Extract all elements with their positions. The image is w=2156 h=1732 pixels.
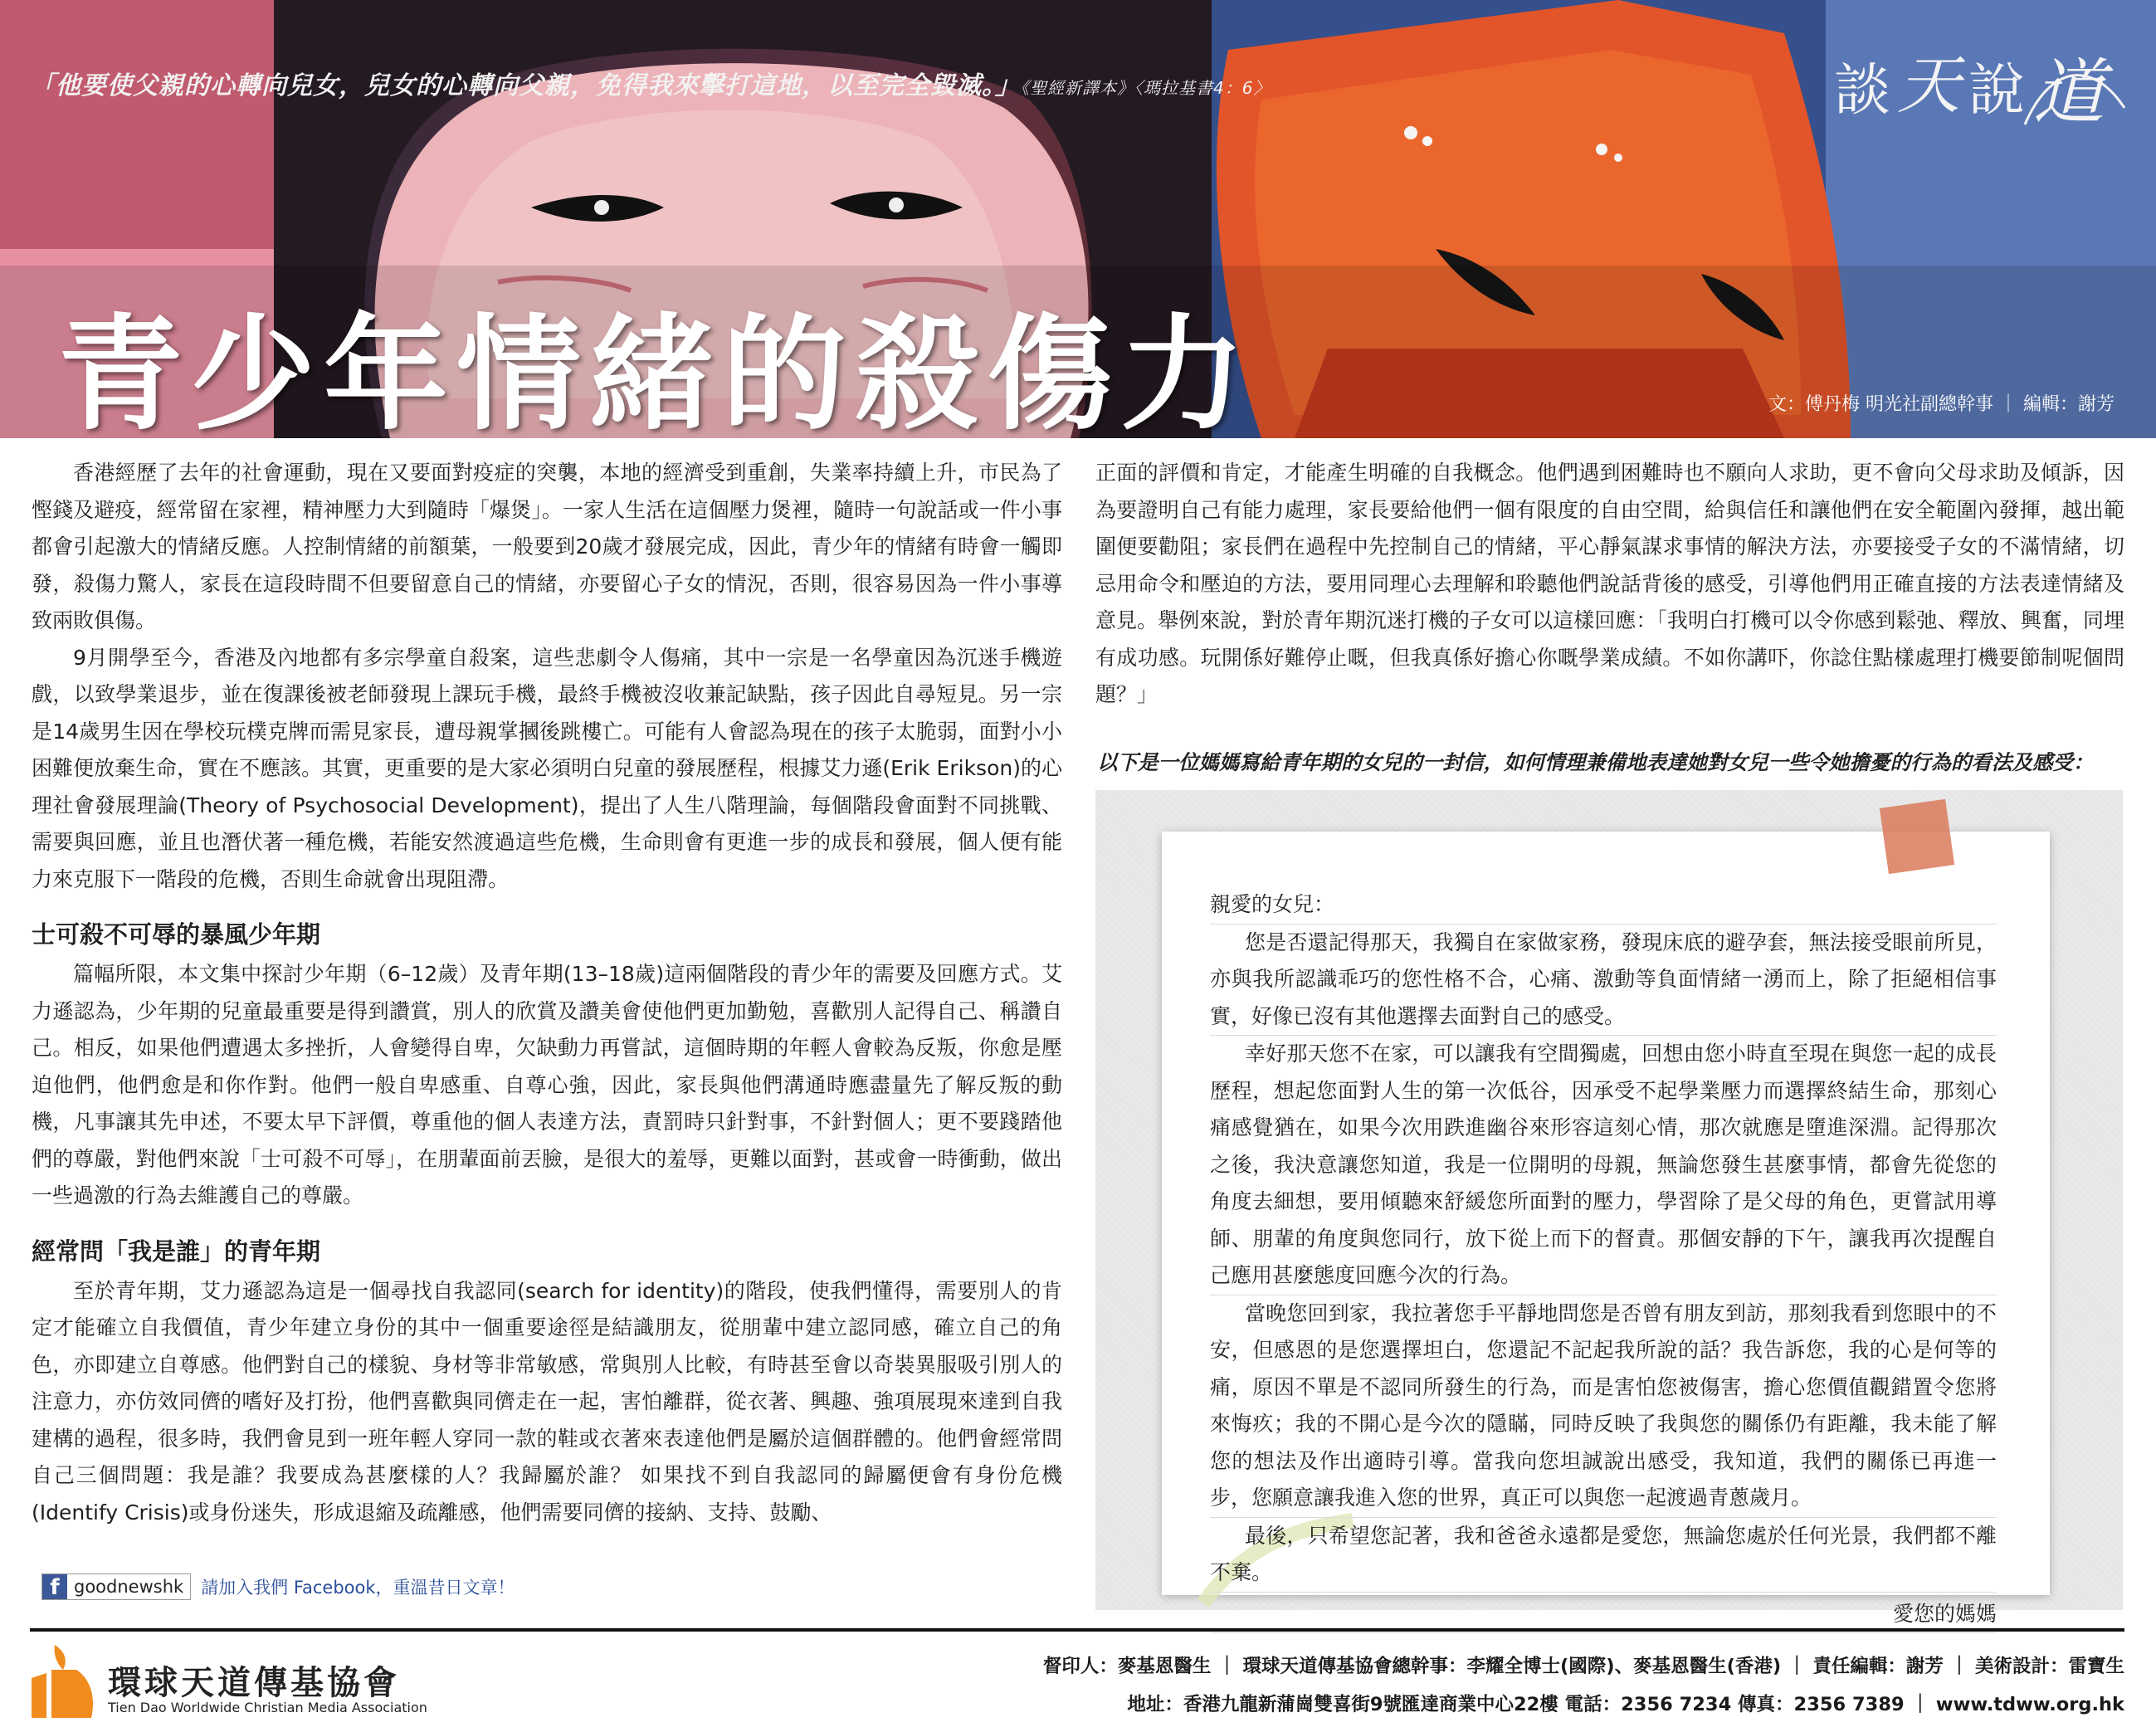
letter-body xyxy=(1210,886,1997,1633)
section-heading: 士可殺不可辱的暴風少年期 xyxy=(32,920,321,949)
body-paragraph: 正面的評價和肯定，才能產生明確的自我概念。他們遇到困難時也不願向人求助，更不會向父母求助及傾訴，因為要證明自己有能力處理，家長要給他們一個有限度的自由空間，給與信任和讓他們在安全範圍內發揮，越出範圍便要勸阻；家長們在過程中先控制自己的情緒，平心靜氣謀求事情的解決方法，亦要接受子女的不滿情緒，切忌用命令和壓迫的方法，要用同理心去理解和聆聽他們說話背後的感受，引導他們用正確直接的方法表達情緒及意見。舉例來說，對於青年期沉迷打機的子女可以這樣回應：「我明白打機可以令你感到鬆弛、釋放、興奮，同埋有成功感。玩開係好難停止嘅，但我真係好擔心你嘅學業成績。不如你講吓，你諗住點樣處理打機要節制呢個問題？」 xyxy=(1095,461,2124,706)
letter-greeting: 親愛的女兒： xyxy=(1210,886,1997,925)
facebook-note: 請加入我們 Facebook，重溫昔日文章！ xyxy=(201,1578,515,1598)
series-logo-char-1: 談 xyxy=(1834,58,1891,124)
section-heading: 經常問「我是誰」的青年期 xyxy=(32,1237,321,1266)
series-logo-char-4: 道 xyxy=(2033,51,2105,134)
series-logo-char-3: 說 xyxy=(1968,58,2026,124)
letter-intro: 以下是一位媽媽寫給青年期的女兒的一封信，如何情理兼備地表達她對女兒一些令她擔憂的行為的看法及感受： xyxy=(1097,750,2094,774)
facebook-icon: f xyxy=(42,1574,67,1599)
organization-name: 環球天道傳基協會 xyxy=(108,1664,400,1702)
facebook-link[interactable] xyxy=(41,1573,191,1600)
publisher-info: 督印人：麥基恩醫生 ｜ 環球天道傳基協會總幹事：李耀全博士(國際)、麥基恩醫生(香港) ｜ 責任編輯：謝芳 ｜ 美術設計：雷寶生 xyxy=(1042,1656,2124,1677)
bible-quote xyxy=(30,65,1271,101)
letter-paragraph: 幸好那天您不在家，可以讓我有空間獨處，回想由您小時直至現在與您一起的成長歷程，想起您面對人生的第一次低谷，因承受不起學業壓力而選擇終結生命，那刻心痛感覺猶在，如果今次用跌進幽谷來形容這刻心情，那次就應是墮進深淵。記得那次之後，我決意讓您知道，我是一位開明的母親，無論您發生甚麼事情，都會先從您的角度去細想，要用傾聽來舒緩您所面對的壓力，學習除了是父母的角色，更嘗試用導師、朋輩的角度與您同行，放下從上而下的督責。那個安靜的下午，讓我再次提醒自己應用甚麼態度回應今次的行為。 xyxy=(1210,1036,1997,1295)
contact-info: 地址：香港九龍新蒲崗雙喜街9號匯達商業中心22樓 電話：2356 7234 傳真：2356 7389 ｜ www.tdww.org.hk xyxy=(1127,1694,2124,1715)
article-right-column xyxy=(1095,455,2124,714)
header-banner xyxy=(0,0,2156,438)
footer-divider xyxy=(30,1628,2124,1632)
facebook-promo xyxy=(41,1573,515,1600)
bible-quote-text: 「他要使父親的心轉向兒女，兒女的心轉向父親，免得我來擊打這地，以至完全毀滅。」 xyxy=(30,71,1021,100)
author-credit: 文：傅丹梅 明光社副總幹事 ｜ 編輯：謝芳 xyxy=(1768,394,2115,415)
letter-signature: 愛您的媽媽 xyxy=(1210,1596,1997,1634)
article-left-column xyxy=(32,455,1062,1531)
body-paragraph: 9月開學至今，香港及內地都有多宗學童自殺案，這些悲劇令人傷痛，其中一宗是一名學童因為沉迷手機遊戲，以致學業退步，並在復課後被老師發現上課玩手機，最終手機被沒收兼記缺點，孩子因此自尋短見。另一宗是14歲男生因在學校玩樸克牌而需見家長，遭母親掌摑後跳樓亡。可能有人會認為現在的孩子太脆弱，面對小小困難便放棄生命，實在不應該。其實，更重要的是大家必須明白兒童的發展歷程，根據艾力遜(Erik Erikson)的心理社會發展理論(Theory of Psychosocial Development)，提出了人生八階理論，每個階段會面對不同挑戰、需要與回應，並且也潛伏著一種危機，若能安然渡過這些危機，生命則會有更進一步的成長和發展，個人便有能力來克服下一階段的危機，否則生命就會出現阻滯。 xyxy=(32,645,1062,891)
series-logo-swash xyxy=(1826,33,2133,149)
tape-decoration xyxy=(1880,799,1954,874)
facebook-handle: goodnewshk xyxy=(74,1577,184,1597)
article-title: 青少年情緒的殺傷力 xyxy=(58,303,1254,438)
body-paragraph: 至於青年期，艾力遜認為這是一個尋找自我認同(search for identity)的階段，使我們懂得，需要別人的肯定才能確立自我價值，青少年建立身份的其中一個重要途徑是結識朋友，從朋輩中建立認同感，確立自己的角色，亦即建立自尊感。他們對自己的樣貌、身材等非常敏感，常與別人比較，有時甚至會以奇裝異服吸引別人的注意力，亦仿效同儕的嗜好及打扮，他們喜歡與同儕走在一起，害怕離群，從衣著、興趣、強項展現來達到自我建構的過程，很多時，我們會見到一班年輕人穿同一款的鞋或衣著來表達他們是屬於這個群體的。他們會經常問自己三個問題：我是誰？我要成為甚麼樣的人？我歸屬於誰？ 如果找不到自我認同的歸屬便會有身份危機(Identify Crisis)或身份迷失，形成退縮及疏離感，他們需要同儕的接納、支持、鼓勵、 xyxy=(32,1278,1062,1525)
letter-paper xyxy=(1162,832,2050,1626)
bible-quote-reference: 《聖經新譯本》〈瑪拉基書4：6〉 xyxy=(1021,78,1271,98)
letter-paragraph: 最後，只希望您記著，我和爸爸永遠都是愛您，無論您處於任何光景，我們都不離不棄。 xyxy=(1210,1518,1997,1593)
organization-name-english: Tien Dao Worldwide Christian Media Association xyxy=(108,1700,427,1715)
series-logo xyxy=(1826,33,2133,149)
body-paragraph: 香港經歷了去年的社會運動，現在又要面對疫症的突襲，本地的經濟受到重創，失業率持續上升，市民為了慳錢及避疫，經常留在家裡，精神壓力大到隨時「爆煲」。一家人生活在這個壓力煲裡，隨時一句說話或一件小事都會引起激大的情緒反應。人控制情緒的前額葉，一般要到20歲才發展完成，因此，青少年的情緒有時會一觸即發，殺傷力驚人，家長在這段時間不但要留意自己的情緒，亦要留心子女的情況，否則，很容易因為一件小事導致兩敗俱傷。 xyxy=(32,461,1062,632)
letter-paragraph: 當晚您回到家，我拉著您手平靜地問您是否曾有朋友到訪，那刻我看到您眼中的不安，但感恩的是您選擇坦白，您還記不記起我所說的話？我告訴您，我的心是何等的痛，原因不單是不認同所發生的行為，而是害怕您被傷害，擔心您價值觀錯置令您將來悔疚；我的不開心是今次的隱瞞，同時反映了我與您的關係仍有距離，我未能了解您的想法及作出適時引導。當我向您坦誠說出感受，我知道，我們的關係已再進一步，您願意讓我進入您的世界，真正可以與您一起渡過青蔥歲月。 xyxy=(1210,1295,1997,1518)
series-logo-char-2: 天 xyxy=(1897,48,1960,122)
body-paragraph: 篇幅所限，本文集中探討少年期（6–12歲）及青年期(13–18歲)這兩個階段的青少年的需要及回應方式。艾力遜認為，少年期的兒童最重要是得到讚賞，別人的欣賞及讚美會使他們更加勤勉，喜歡別人記得自己、稱讚自己。相反，如果他們遭遇太多挫折，人會變得自卑，欠缺動力再嘗試，這個時期的年輕人會較為反叛，你愈是壓迫他們，他們愈是和你作對。他們一般自卑感重、自尊心強，因此，家長與他們溝通時應盡量先了解反叛的動機，凡事讓其先申述，不要太早下評價，尊重他的個人表達方法，責罰時只針對事，不針對個人；更不要踐踏他們的尊嚴，對他們來說「士可殺不可辱」，在朋輩面前丟臉，是很大的羞辱，更難以面對，甚或會一時衝動，做出一些過激的行為去維護自己的尊嚴。 xyxy=(32,962,1062,1208)
letter-paragraph: 您是否還記得那天，我獨自在家做家務，發現床底的避孕套，無法接受眼前所見，亦與我所認識乖巧的您性格不合，心痛、激動等負面情緒一湧而上，除了拒絕相信事實，好像已沒有其他選擇去面對自己的感受。 xyxy=(1210,925,1997,1037)
organization-logo-icon xyxy=(32,1645,100,1718)
letter-panel xyxy=(1095,790,2123,1626)
